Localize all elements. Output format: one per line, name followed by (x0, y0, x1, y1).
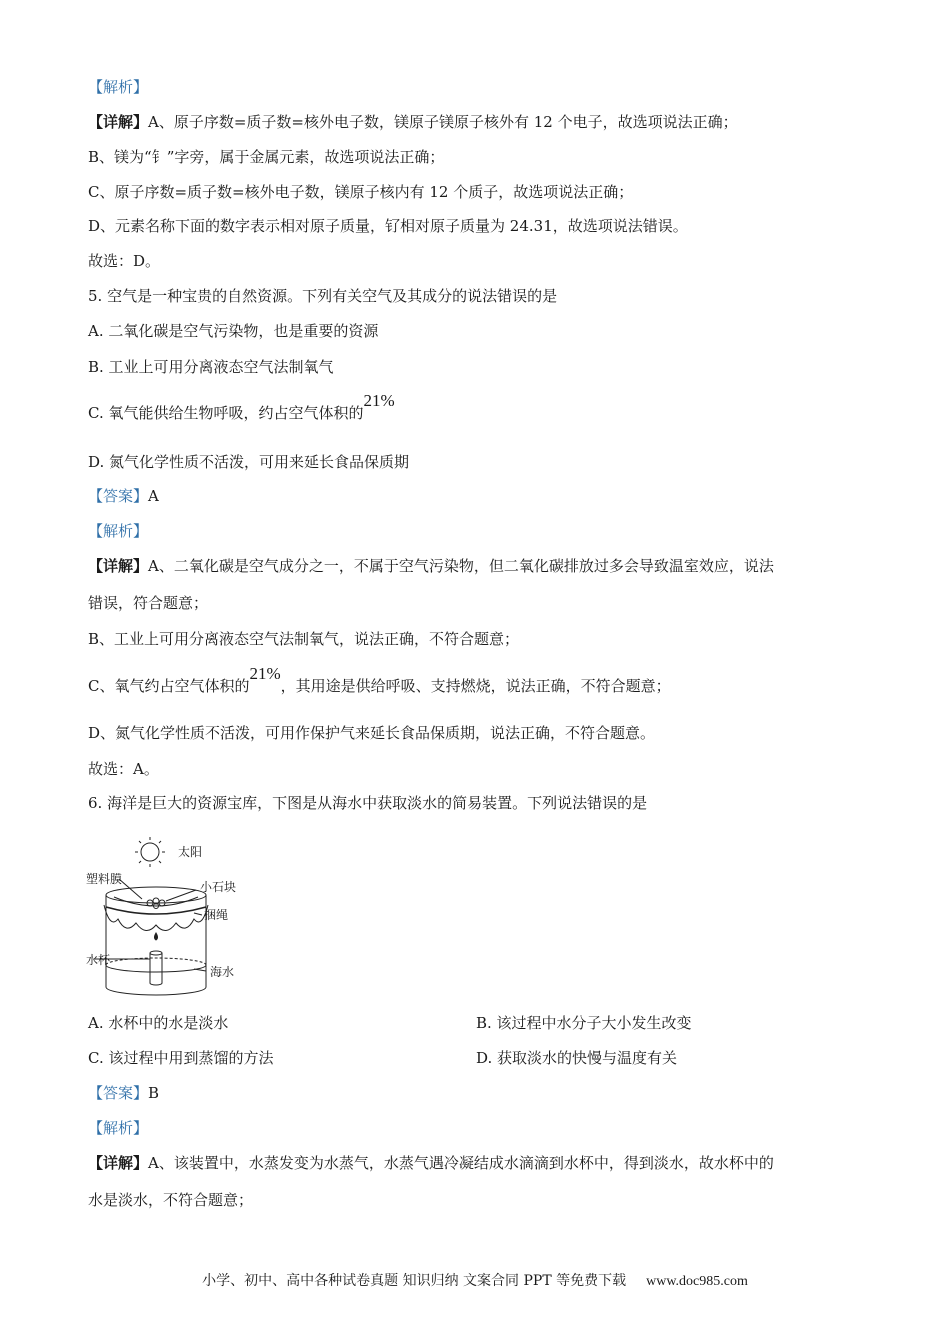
label-seawater: 海水 (210, 965, 235, 979)
choice: 故选：D。 (88, 252, 161, 270)
page-footer (0, 1270, 950, 1290)
detail-tag: 【详解】 (88, 1154, 149, 1172)
q5-detail-c (88, 664, 671, 696)
label-cup: 水杯 (86, 953, 111, 967)
q6-option-a: A. 水杯中的水是淡水 (88, 1014, 229, 1032)
q6-analysis-tag: 【解析】 (88, 1119, 149, 1137)
q6-option-d: D. 获取淡水的快慢与温度有关 (476, 1049, 678, 1067)
option-text: C. 氧气能供给生物呼吸，约占空气体积的 (88, 404, 364, 422)
label-rope: 捆绳 (204, 908, 229, 922)
question-6-stem: 6. 海洋是巨大的资源宝库，下图是从海水中获取淡水的简易装置。下列说法错误的是 (88, 794, 648, 812)
sun-icon (135, 837, 165, 867)
detail-a (88, 112, 738, 132)
label-sun: 太阳 (178, 845, 203, 859)
q6-answer (88, 1083, 159, 1103)
distillation-figure (84, 835, 254, 1000)
footer-url[interactable]: www.doc985.com (646, 1274, 748, 1289)
detail-tag: 【详解】 (88, 557, 149, 575)
percent: 21% (363, 391, 395, 410)
detail-text: A、该装置中，水蒸发变为水蒸气，水蒸气遇冷凝结成水滴滴到水杯中，得到淡水，故水杯中的 (148, 1154, 774, 1172)
detail-text: A、原子序数=质子数=核外电子数，镁原子镁原子核外有 12 个电子，故选项说法正确； (148, 113, 738, 131)
q5-option-a: A. 二氧化碳是空气污染物，也是重要的资源 (88, 322, 379, 340)
question-5-stem: 5. 空气是一种宝贵的自然资源。下列有关空气及其成分的说法错误的是 (88, 287, 558, 305)
detail-b: B、镁为“钅”字旁，属于金属元素，故选项说法正确； (88, 148, 445, 166)
q5-option-c (88, 391, 395, 423)
detail-c: C、原子序数=质子数=核外电子数，镁原子核内有 12 个质子，故选项说法正确； (88, 183, 634, 201)
detail-tag: 【详解】 (88, 113, 149, 131)
q6-detail-a (88, 1153, 774, 1173)
q6-option-b: B. 该过程中水分子大小发生改变 (476, 1014, 692, 1032)
q6-detail-a-cont: 水是淡水，不符合题意； (88, 1191, 254, 1209)
label-stone: 小石块 (200, 880, 237, 894)
q5-analysis-tag: 【解析】 (88, 522, 149, 540)
q5-detail-a-cont: 错误，符合题意； (88, 594, 209, 612)
analysis-tag: 【解析】 (88, 78, 149, 96)
detail-d: D、元素名称下面的数字表示相对原子质量，钌相对原子质量为 24.31，故选项说法错误。 (88, 217, 688, 235)
q5-answer (88, 486, 159, 506)
answer-value: A (148, 487, 159, 505)
q5-choice: 故选：A。 (88, 760, 159, 778)
answer-tag: 【答案】 (88, 487, 149, 505)
q6-option-c: C. 该过程中用到蒸馏的方法 (88, 1049, 274, 1067)
detail-text-cont: ，其用途是供给呼吸、支持燃烧，说法正确，不符合题意； (280, 677, 671, 695)
q5-detail-b: B、工业上可用分离液态空气法制氧气，说法正确，不符合题意； (88, 630, 520, 648)
percent: 21% (249, 664, 281, 683)
answer-tag: 【答案】 (88, 1084, 149, 1102)
q5-option-b: B. 工业上可用分离液态空气法制氧气 (88, 358, 334, 376)
answer-value: B (148, 1084, 160, 1102)
q5-detail-a (88, 556, 774, 576)
q5-option-d: D. 氮气化学性质不活泼，可用来延长食品保质期 (88, 453, 410, 471)
container-icon (94, 879, 208, 995)
footer-text: 小学、初中、高中各种试卷真题 知识归纳 文案合同 PPT 等免费下载 (202, 1273, 627, 1289)
q5-detail-d: D、氮气化学性质不活泼，可用作保护气来延长食品保质期，说法正确，不符合题意。 (88, 724, 656, 742)
label-film: 塑料膜 (86, 872, 123, 886)
detail-text: A、二氧化碳是空气成分之一，不属于空气污染物，但二氧化碳排放过多会导致温室效应，说法 (148, 557, 774, 575)
detail-text: C、氧气约占空气体积的 (88, 677, 250, 695)
